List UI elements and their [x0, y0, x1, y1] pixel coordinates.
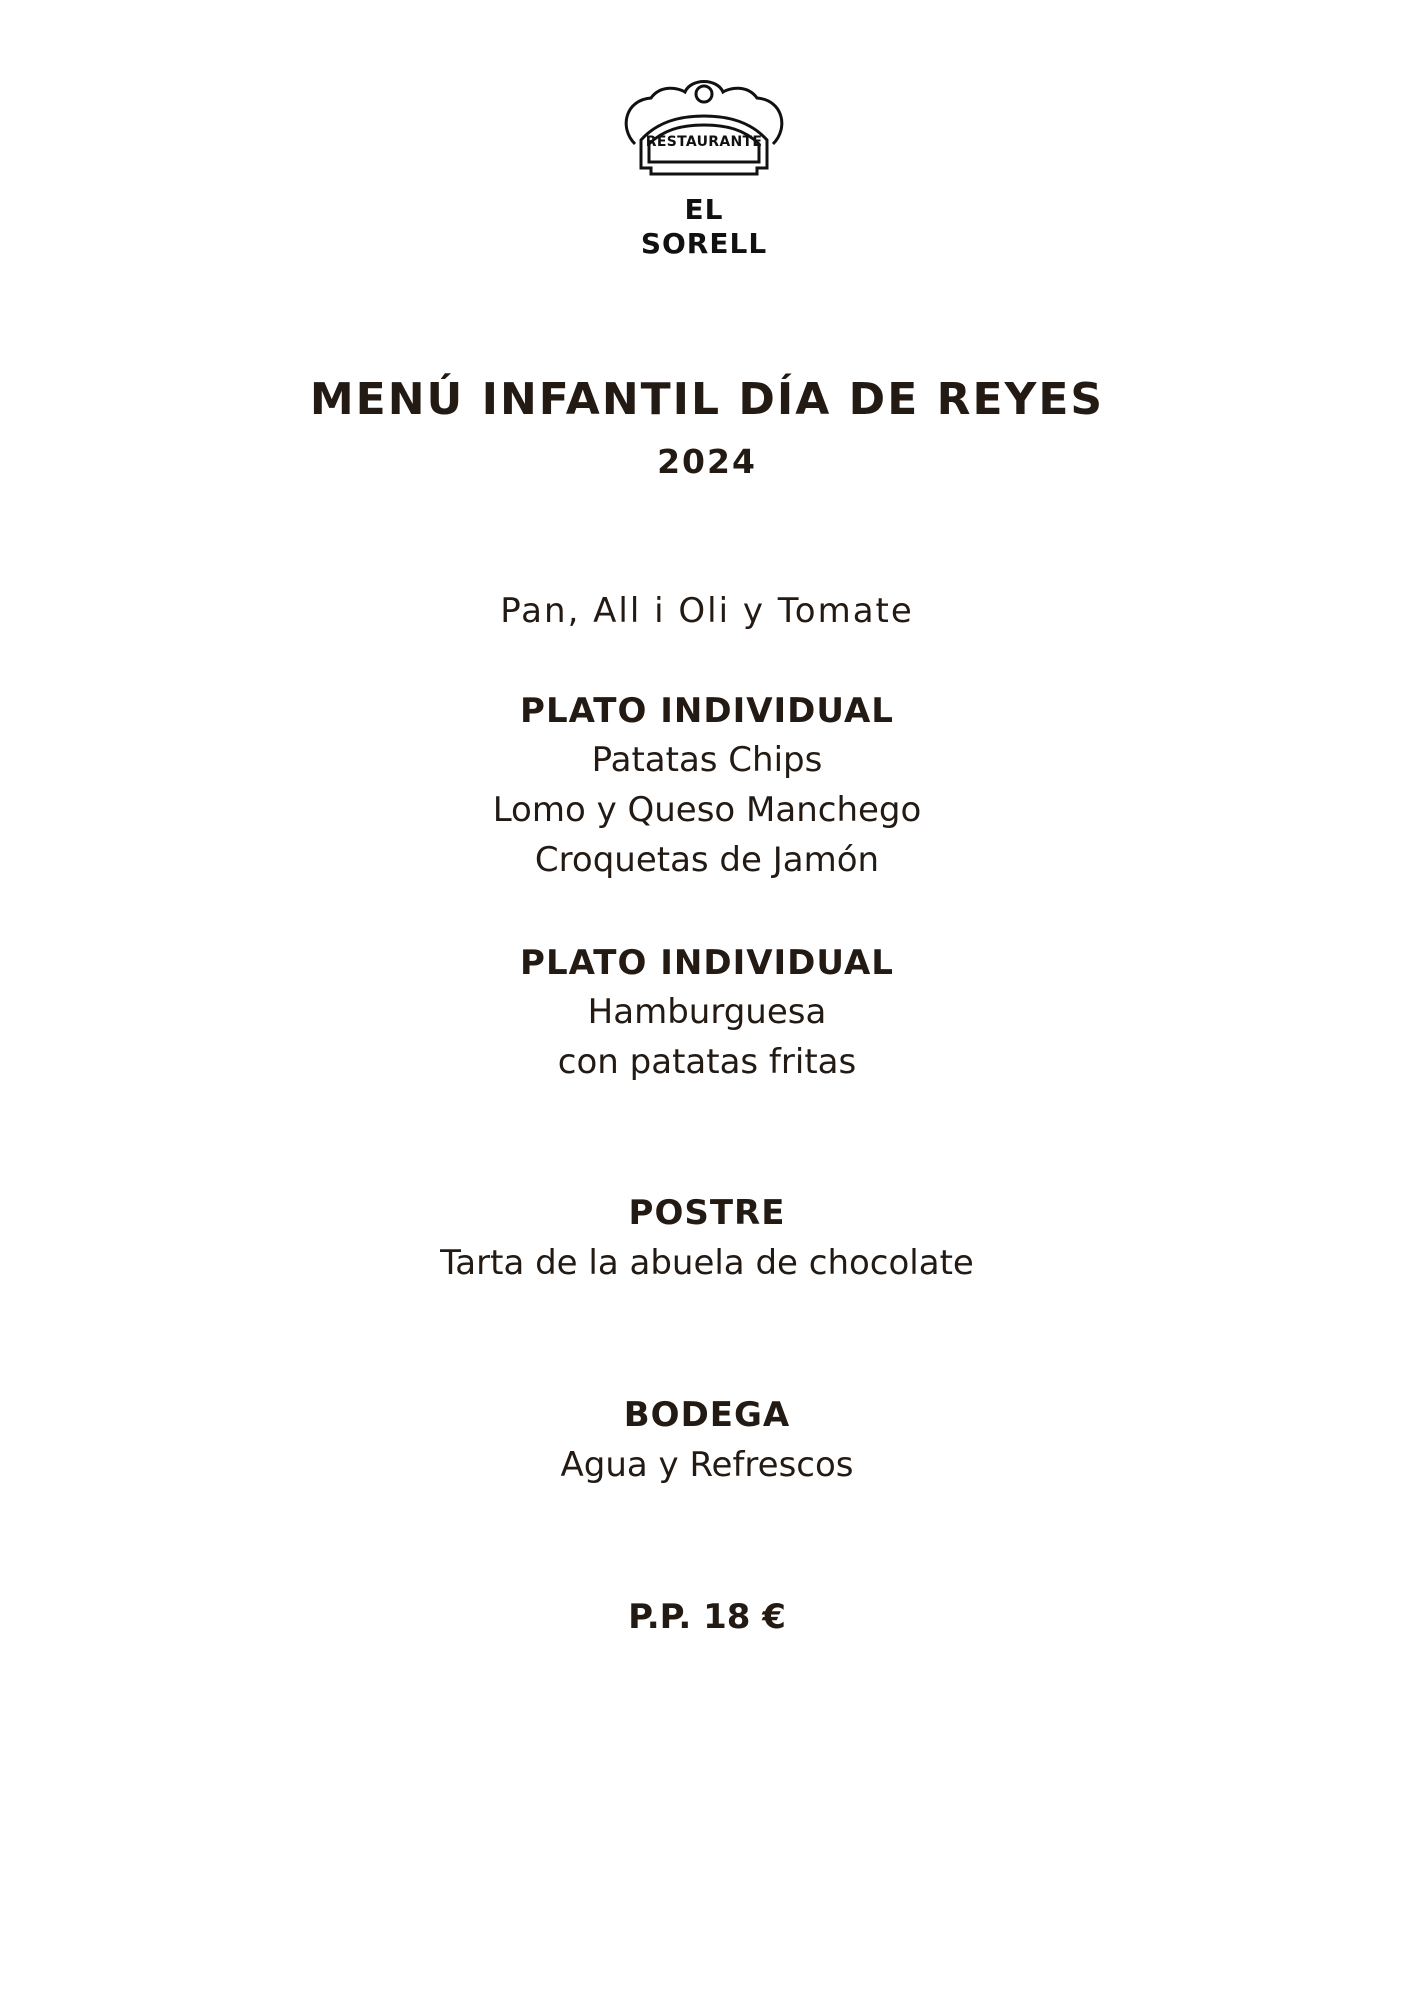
menu-item: Patatas Chips: [591, 740, 823, 780]
menu-item: Hamburguesa: [587, 992, 827, 1032]
menu-item: con patatas fritas: [557, 1042, 857, 1082]
menu-item: Agua y Refrescos: [560, 1445, 854, 1485]
section-heading-postre: POSTRE: [628, 1193, 786, 1233]
menu-item: Tarta de la abuela de chocolate: [440, 1243, 974, 1283]
menu-item: Croquetas de Jamón: [534, 840, 880, 880]
menu-intro-item: Pan, All i Oli y Tomate: [500, 591, 914, 631]
menu-year: 2024: [657, 442, 757, 481]
menu-price: P.P. 18 €: [628, 1597, 786, 1637]
section-heading-plato-2: PLATO INDIVIDUAL: [520, 943, 894, 983]
logo-brand-name: EL SORELL: [640, 193, 768, 260]
menu-item: Lomo y Queso Manchego: [492, 790, 922, 830]
section-heading-bodega: BODEGA: [623, 1395, 791, 1435]
logo-word: RESTAURANTE: [645, 134, 763, 150]
section-heading-plato-1: PLATO INDIVIDUAL: [520, 691, 894, 731]
restaurant-logo: [617, 70, 791, 260]
menu-title: MENÚ INFANTIL DÍA DE REYES: [309, 374, 1105, 425]
